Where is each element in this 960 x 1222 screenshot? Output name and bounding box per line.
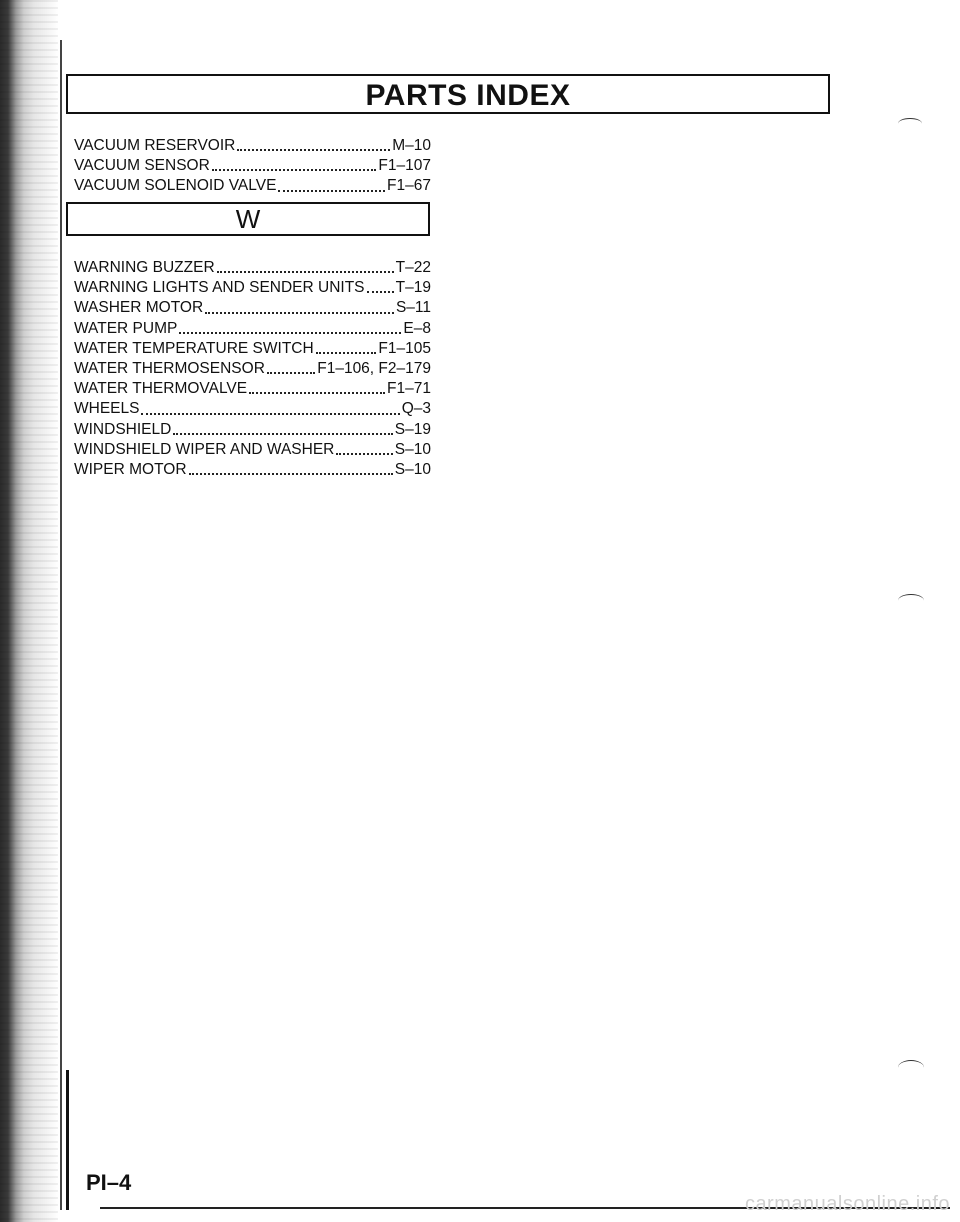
page-title: PARTS INDEX [365, 79, 571, 112]
index-entry [74, 278, 431, 298]
scan-speck [898, 1060, 924, 1075]
entry-name: WHEELS [74, 400, 140, 418]
dot-leader [212, 169, 377, 171]
index-entry [74, 399, 431, 419]
entry-ref: F1–107 [378, 157, 431, 175]
entry-ref: T–22 [395, 259, 431, 276]
entry-ref: M–10 [392, 137, 431, 154]
entry-name: WARNING BUZZER [74, 259, 215, 276]
dot-leader [237, 149, 390, 151]
entry-ref: F1–71 [387, 380, 431, 398]
scan-speck [898, 594, 924, 607]
entry-ref: F1–106, F2–179 [317, 359, 431, 377]
entry-name: VACUUM SENSOR [74, 157, 210, 175]
page-number: PI–4 [86, 1170, 132, 1195]
entry-name: VACUUM RESERVOIR [74, 137, 236, 154]
dot-leader [217, 271, 394, 273]
entry-name: WINDSHIELD [74, 420, 172, 438]
entry-name: WATER THERMOSENSOR [74, 359, 265, 377]
entry-name: WASHER MOTOR [74, 299, 204, 317]
page-binding-edge [0, 0, 58, 1222]
entry-name: WATER THERMOVALVE [74, 380, 248, 398]
index-entry [74, 359, 431, 379]
index-entry [74, 319, 431, 339]
entry-name: WATER PUMP [74, 319, 178, 337]
dot-leader [367, 291, 394, 293]
index-group-w [74, 258, 431, 480]
dot-leader [267, 372, 315, 374]
entry-ref: S–10 [394, 440, 431, 458]
entry-ref: S–11 [395, 299, 431, 317]
entry-name: WATER TEMPERATURE SWITCH [74, 339, 314, 357]
section-letter-w: W [66, 202, 430, 236]
index-group-v [74, 136, 431, 197]
entry-name: WINDSHIELD WIPER AND WASHER [74, 440, 335, 458]
dot-leader [336, 453, 392, 455]
entry-ref: F1–67 [387, 177, 431, 195]
index-entry [74, 440, 431, 460]
index-entry [74, 258, 431, 278]
binding-line [60, 40, 62, 1210]
entry-ref: F1–105 [378, 339, 431, 357]
index-entry [74, 339, 431, 359]
dot-leader [278, 190, 385, 192]
dot-leader [141, 413, 399, 415]
watermark-text: carmanualsonline.info [744, 1193, 950, 1215]
index-entry [74, 298, 431, 318]
index-entry [74, 379, 431, 399]
scan-speck [898, 118, 922, 129]
entry-ref: S–19 [394, 420, 431, 438]
entry-ref: S–10 [394, 460, 431, 478]
entry-name: WIPER MOTOR [74, 460, 187, 478]
index-entry [74, 460, 431, 480]
index-entry [74, 420, 431, 440]
entry-ref: E–8 [403, 319, 431, 337]
dot-leader [316, 352, 377, 354]
binding-line-lower [66, 1070, 69, 1210]
dot-leader [189, 473, 393, 475]
dot-leader [173, 433, 392, 435]
dot-leader [205, 312, 394, 314]
index-entry [74, 156, 431, 176]
entry-ref: T–19 [395, 279, 431, 297]
title-box [66, 74, 830, 114]
index-entry [74, 176, 431, 196]
entry-ref: Q–3 [401, 400, 431, 418]
dot-leader [249, 392, 385, 394]
dot-leader [179, 332, 401, 334]
index-entry [74, 136, 431, 156]
entry-name: VACUUM SOLENOID VALVE [74, 177, 277, 195]
entry-name: WARNING LIGHTS AND SENDER UNITS [74, 279, 365, 297]
